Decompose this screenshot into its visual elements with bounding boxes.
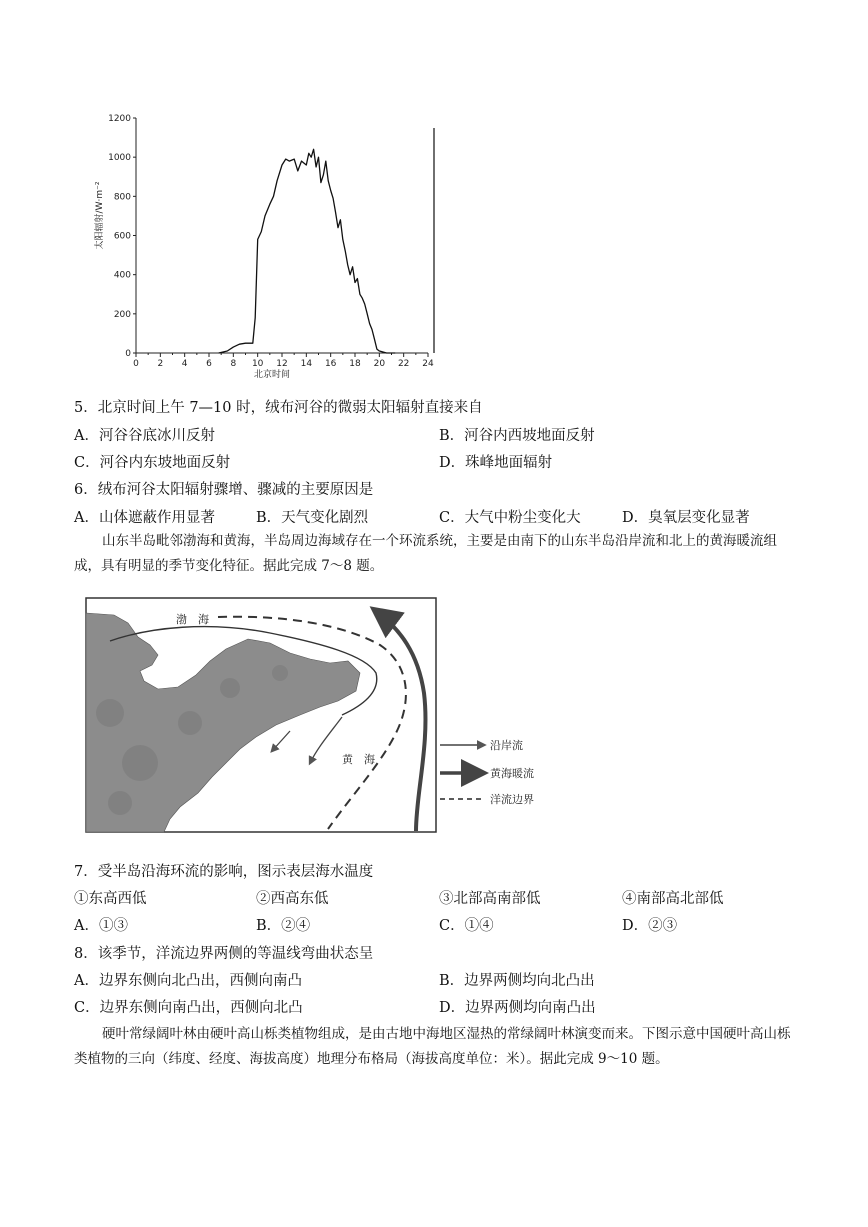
- label-bohai: 渤 海: [176, 613, 209, 626]
- q7-option-c: C．①④: [439, 918, 494, 934]
- x-tick-label: 18: [349, 359, 361, 369]
- q7-option-d: D．②③: [622, 918, 678, 934]
- q7-item-4: ④南部高北部低: [622, 891, 724, 907]
- label-huanghai: 黄 海: [342, 753, 375, 766]
- legend-boundary-label: 洋流边界: [490, 793, 534, 806]
- q8-option-b: B．边界两侧均向北凸出: [439, 973, 595, 989]
- legend-coastal-label: 沿岸流: [490, 739, 523, 752]
- q5-option-c: C．河谷内东坡地面反射: [74, 455, 231, 471]
- x-tick-label: 2: [157, 359, 164, 369]
- q6-option-d: D．臭氧层变化显著: [622, 510, 750, 526]
- x-tick-label: 4: [181, 359, 188, 369]
- x-tick-label: 22: [397, 359, 410, 369]
- series-line-0: [219, 149, 396, 353]
- q6-stem: 6．绒布河谷太阳辐射骤增、骤减的主要原因是: [74, 482, 374, 498]
- x-tick-label: 12: [276, 359, 288, 369]
- q7-item-2: ②西高东低: [256, 891, 329, 907]
- q8-option-d: D．边界两侧均向南凸出: [439, 1000, 596, 1016]
- chart-svg: [90, 108, 450, 390]
- q6-option-a: A．山体遮蔽作用显著: [74, 510, 215, 526]
- q6-option-c: C．大气中粉尘变化大: [439, 510, 581, 526]
- shandong-current-map: [80, 593, 560, 843]
- x-tick-label: 16: [324, 359, 337, 369]
- x-tick-label: 6: [206, 359, 212, 369]
- q7-item-1: ①东高西低: [74, 891, 147, 907]
- q8-stem: 8．该季节，洋流边界两侧的等温线弯曲状态呈: [74, 946, 374, 962]
- y-tick-label: 0: [125, 349, 131, 359]
- q7-stem: 7．受半岛沿海环流的影响，图示表层海水温度: [74, 864, 374, 880]
- q5-stem: 5．北京时间上午 7—10 时，绒布河谷的微弱太阳辐射直接来自: [74, 400, 483, 416]
- y-tick-label: 1000: [108, 153, 131, 164]
- x-tick-label: 10: [251, 359, 264, 369]
- y-axis-label: 太阳辐射/W·m⁻²: [95, 181, 105, 250]
- x-tick-label: 0: [133, 359, 139, 369]
- x-tick-label: 8: [230, 359, 237, 369]
- passage-oak: 硬叶常绿阔叶林由硬叶高山栎类植物组成，是由古地中海地区湿热的常绿阔叶林演变而来。下图示意中国硬叶高山栎类植物的三向（纬度、经度、海拔高度）地理分布格局（海拔高度单位：米）。据此完成 9～10 题。: [74, 1026, 791, 1067]
- q8-option-a: A．边界东侧向北凸出，西侧向南凸: [74, 973, 302, 989]
- y-tick-label: 800: [113, 192, 131, 203]
- y-tick-label: 600: [113, 231, 131, 242]
- solar-radiation-chart: [90, 108, 450, 390]
- q7-option-a: A．①③: [74, 918, 128, 934]
- q7-item-3: ③北部高南部低: [439, 891, 541, 907]
- y-tick-label: 1200: [108, 114, 131, 124]
- q7-option-b: B．②④: [256, 918, 311, 934]
- y-tick-label: 400: [113, 270, 131, 281]
- q8-option-c: C．边界东侧向南凸出，西侧向北凸: [74, 1000, 303, 1016]
- x-axis-label: 北京时间: [253, 370, 291, 380]
- x-tick-label: 14: [300, 359, 313, 369]
- q5-option-d: D．珠峰地面辐射: [439, 455, 553, 471]
- q5-option-a: A．河谷谷底冰川反射: [74, 428, 215, 444]
- q6-option-b: B．天气变化剧烈: [256, 510, 369, 526]
- x-tick-label: 20: [373, 359, 386, 369]
- x-tick-label: 24: [422, 359, 434, 369]
- q5-option-b: B．河谷内西坡地面反射: [439, 428, 595, 444]
- y-tick-label: 200: [113, 309, 131, 320]
- passage-shandong: 山东半岛毗邻渤海和黄海，半岛周边海域存在一个环流系统，主要是由南下的山东半岛沿岸流和北上的黄海暖流组成，具有明显的季节变化特征。据此完成 7～8 题。: [74, 533, 777, 574]
- legend-warm-label: 黄海暖流: [490, 767, 534, 780]
- map-svg: [80, 593, 560, 843]
